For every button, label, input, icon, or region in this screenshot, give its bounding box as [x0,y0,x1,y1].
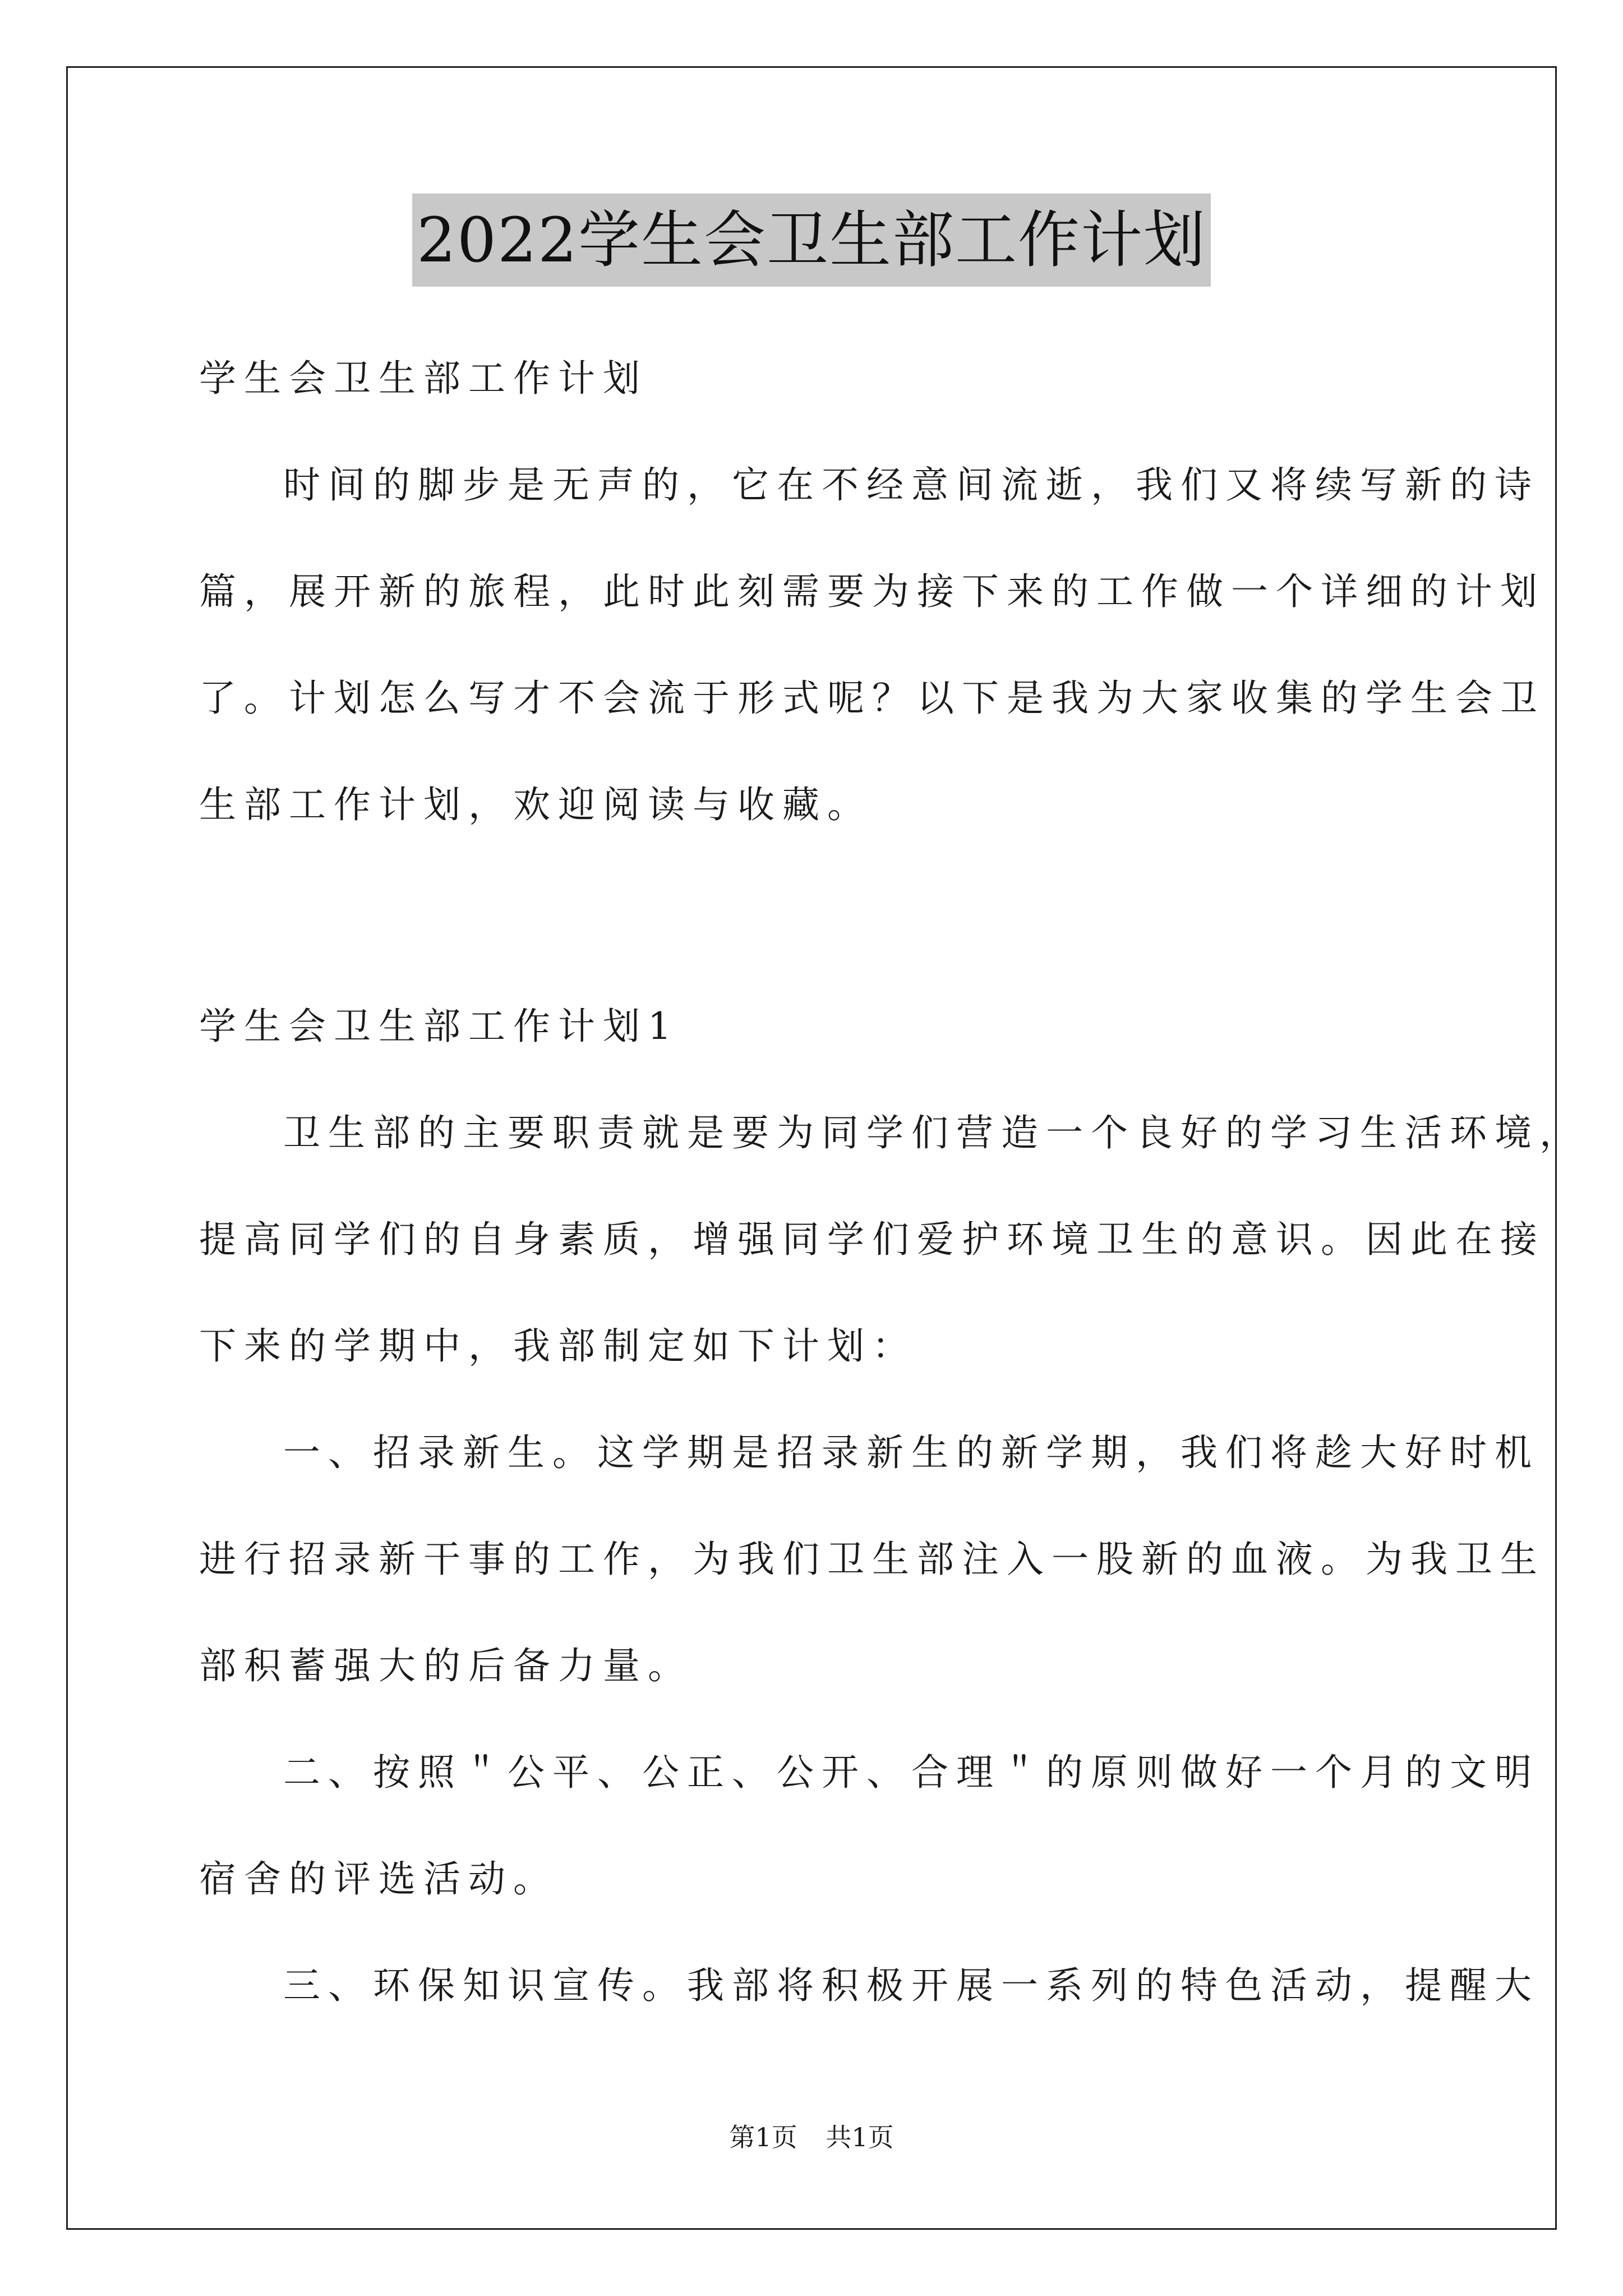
page-footer [0,2120,1623,2154]
subtitle: 学生会卫生部工作计划 [199,357,648,400]
intro-line: 时间的脚步是无声的，它在不经意间流逝，我们又将续写新的诗 [283,463,1539,507]
list-item-line: 进行招录新干事的工作，为我们卫生部注入一股新的血液。为我卫生 [199,1538,1545,1581]
list-item-line: 一、招录新生。这学期是招录新生的新学期，我们将趁大好时机 [283,1431,1539,1474]
list-item-line: 部积蓄强大的后备力量。 [199,1644,693,1687]
list-item-line: 宿舍的评选活动。 [199,1857,558,1901]
title-container [0,194,1623,287]
section-heading: 学生会卫生部工作计划1 [199,1005,679,1048]
list-item-line: 三、环保知识宣传。我部将积极开展一系列的特色活动，提醒大 [283,1964,1539,2007]
intro-line: 生部工作计划，欢迎阅读与收藏。 [199,783,872,826]
page-number: 第1页 [729,2122,797,2152]
page-total: 共1页 [826,2122,894,2152]
intro-line: 了。计划怎么写才不会流于形式呢？以下是我为大家收集的学生会卫 [199,677,1545,720]
intro-line: 篇，展开新的旅程，此时此刻需要为接下来的工作做一个详细的计划 [199,570,1545,613]
document-title: 2022学生会卫生部工作计划 [412,194,1211,287]
list-item-line: 二、按照＂公平、公正、公开、合理＂的原则做好一个月的文明 [283,1751,1539,1794]
paragraph-line: 下来的学期中，我部制定如下计划： [199,1324,917,1368]
paragraph-line: 卫生部的主要职责就是要为同学们营造一个良好的学习生活环境， [283,1111,1584,1154]
paragraph-line: 提高同学们的自身素质，增强同学们爱护环境卫生的意识。因此在接 [199,1218,1545,1261]
